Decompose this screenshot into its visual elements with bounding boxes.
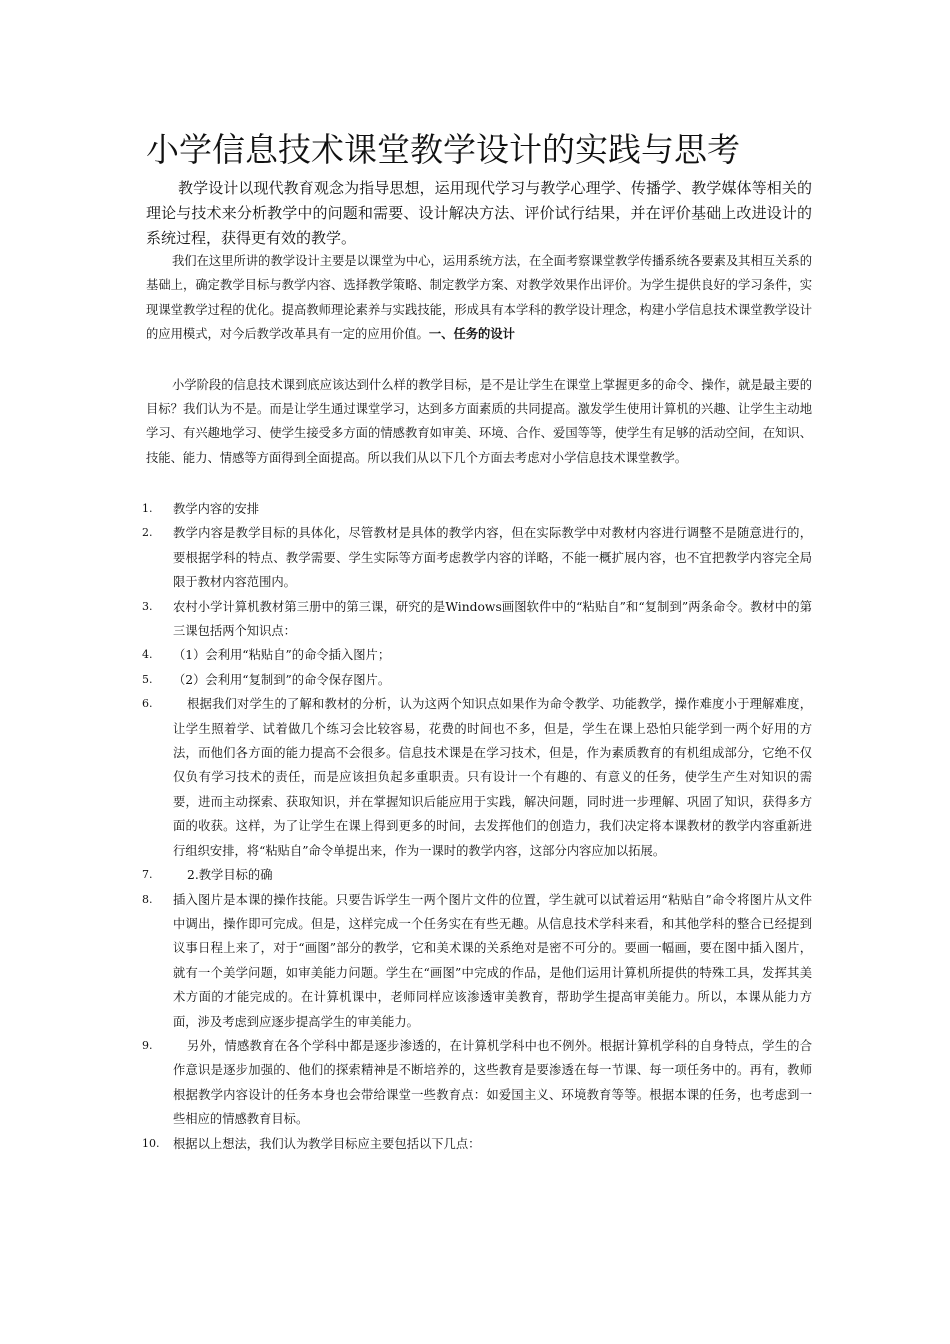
list-text: 另外，情感教育在各个学科中都是逐步渗透的，在计算机学科中也不例外。根据计算机学科的自身特点，学生的合作意识是逐步加强的、他们的探索精神是不断培养的，这些教育是要渗透在每一节课、每一项任务中的。再有，教师根据教学内容设计的任务本身也会带给课堂一些教育点：如爱国主义、环境教育等等。根据本课的任务，也考虑到一些相应的情感教育目标。: [173, 1038, 812, 1127]
list-text: 2.教学目标的确: [187, 868, 273, 883]
list-text: 教学内容是教学目标的具体化，尽管教材是具体的教学内容，但在实际教学中对教材内容进行调整不是随意进行的，要根据学科的特点、教学需要、学生实际等方面考虑教学内容的详略，不能一概扩展内容，也不宜把教学内容完全局限于教材内容范围内。: [173, 526, 812, 590]
list-text: 农村小学计算机教材第三册中的第三课，研究的是Windows画图软件中的“粘贴自”和“复制到”两条命令。教材中的第三课包括两个知识点：: [173, 599, 812, 639]
list-item: [142, 595, 812, 644]
list-number: 3.: [142, 599, 153, 613]
intro-paragraph: 教学设计以现代教育观念为指导思想，运用现代学习与教学心理学、传播学、教学媒体等相关的理论与技术来分析教学中的问题和需要、设计解决方法、评价试行结果，并在评价基础上改进设计的系统过程，获得更有效的教学。: [146, 179, 812, 247]
list-item: [142, 692, 812, 863]
list-item: [142, 888, 812, 1034]
list-number: 2.: [142, 526, 153, 540]
list-item: [142, 643, 812, 667]
document-title: 小学信息技术课堂教学设计的实践与思考: [146, 130, 740, 169]
list-number: 4.: [142, 648, 153, 662]
list-text: 根据我们对学生的了解和教材的分析，认为这两个知识点如果作为命令教学、功能教学，操作难度小于理解难度，让学生照着学、试着做几个练习会比较容易，花费的时间也不多，但是，学生在课上恐怕只能学到一两个好用的方法，而他们各方面的能力提高不会很多。信息技术课是在学习技术，但是，作为素质教育的有机组成部分，它绝不仅仅负有学习技术的责任，而是应该担负起多重职责。只有设计一个有趣的、有意义的任务，使学生产生对知识的需要，进而主动探索、获取知识，并在掌握知识后能应用于实践，解决问题，同时进一步理解、巩固了知识，获得多方面的收获。这样，为了让学生在课上得到更多的时间，去发挥他们的创造力，我们决定将本课教材的教学内容重新进行组织安排，将“粘贴自”命令单提出来，作为一课时的教学内容，这部分内容应加以拓展。: [173, 697, 812, 858]
list-number: 5.: [142, 672, 153, 686]
list-item: [142, 863, 812, 887]
goal-paragraph: 小学阶段的信息技术课到底应该达到什么样的教学目标，是不是让学生在课堂上掌握更多的命令、操作，就是最主要的目标？我们认为不是。而是让学生通过课堂学习，达到多方面素质的共同提高。激发学生使用计算机的兴趣、让学生主动地学习、有兴趣地学习、使学生接受多方面的情感教育如审美、环境、合作、爱国等等，使学生有足够的活动空间，在知识、技能、能力、情感等方面得到全面提高。所以我们从以下几个方面去考虑对小学信息技术课堂教学。: [146, 378, 812, 465]
main-paragraph: [146, 249, 812, 347]
list-number: 1.: [142, 502, 153, 515]
section-heading: 一、任务的设计: [428, 326, 515, 342]
list-item: [142, 497, 812, 521]
list-item: [142, 521, 812, 594]
list-item: [142, 1034, 812, 1132]
list-number: 8.: [142, 892, 153, 906]
list-number: 10.: [142, 1136, 160, 1150]
list-number: 7.: [142, 868, 153, 882]
numbered-list: [142, 497, 812, 1156]
list-text: 插入图片是本课的操作技能。只要告诉学生一两个图片文件的位置，学生就可以试着运用“粘贴自”命令将图片从文件中调出，操作即可完成。但是，这样完成一个任务实在有些无趣。从信息技术学科来看，和其他学科的整合已经提到议事日程上来了，对于“画图”部分的教学，它和美术课的关系绝对是密不可分的。要画一幅画，要在图中插入图片，就有一个美学问题，如审美能力问题。学生在“画图”中完成的作品，是他们运用计算机所提供的特殊工具，发挥其美术方面的才能完成的。在计算机课中，老师同样应该渗透审美教育，帮助学生提高审美能力。所以，本课从能力方面，涉及考虑到应逐步提高学生的审美能力。: [173, 892, 812, 1029]
list-text: 根据以上想法，我们认为教学目标应主要包括以下几点：: [173, 1136, 481, 1151]
list-text: （2）会利用“复制到”的命令保存图片。: [173, 672, 391, 687]
main-paragraph-text: 我们在这里所讲的教学设计主要是以课堂为中心，运用系统方法，在全面考察课堂教学传播系统各要素及其相互关系的基础上，确定教学目标与教学内容、选择教学策略、制定教学方案、对教学效果作出评价。为学生提供良好的学习条件，实现课堂教学过程的优化。提高教师理论素养与实践技能，形成具有本学科的教学设计理念，构建小学信息技术课堂教学设计的应用模式，对今后教学改革具有一定的应用价值。: [146, 254, 812, 342]
list-item: [142, 668, 812, 692]
list-text: 教学内容的安排: [173, 502, 260, 516]
list-number: 9.: [142, 1038, 153, 1052]
list-number: 6.: [142, 697, 153, 711]
list-item: [142, 1132, 812, 1156]
list-text: （1）会利用“粘贴自”的命令插入图片；: [173, 648, 391, 663]
